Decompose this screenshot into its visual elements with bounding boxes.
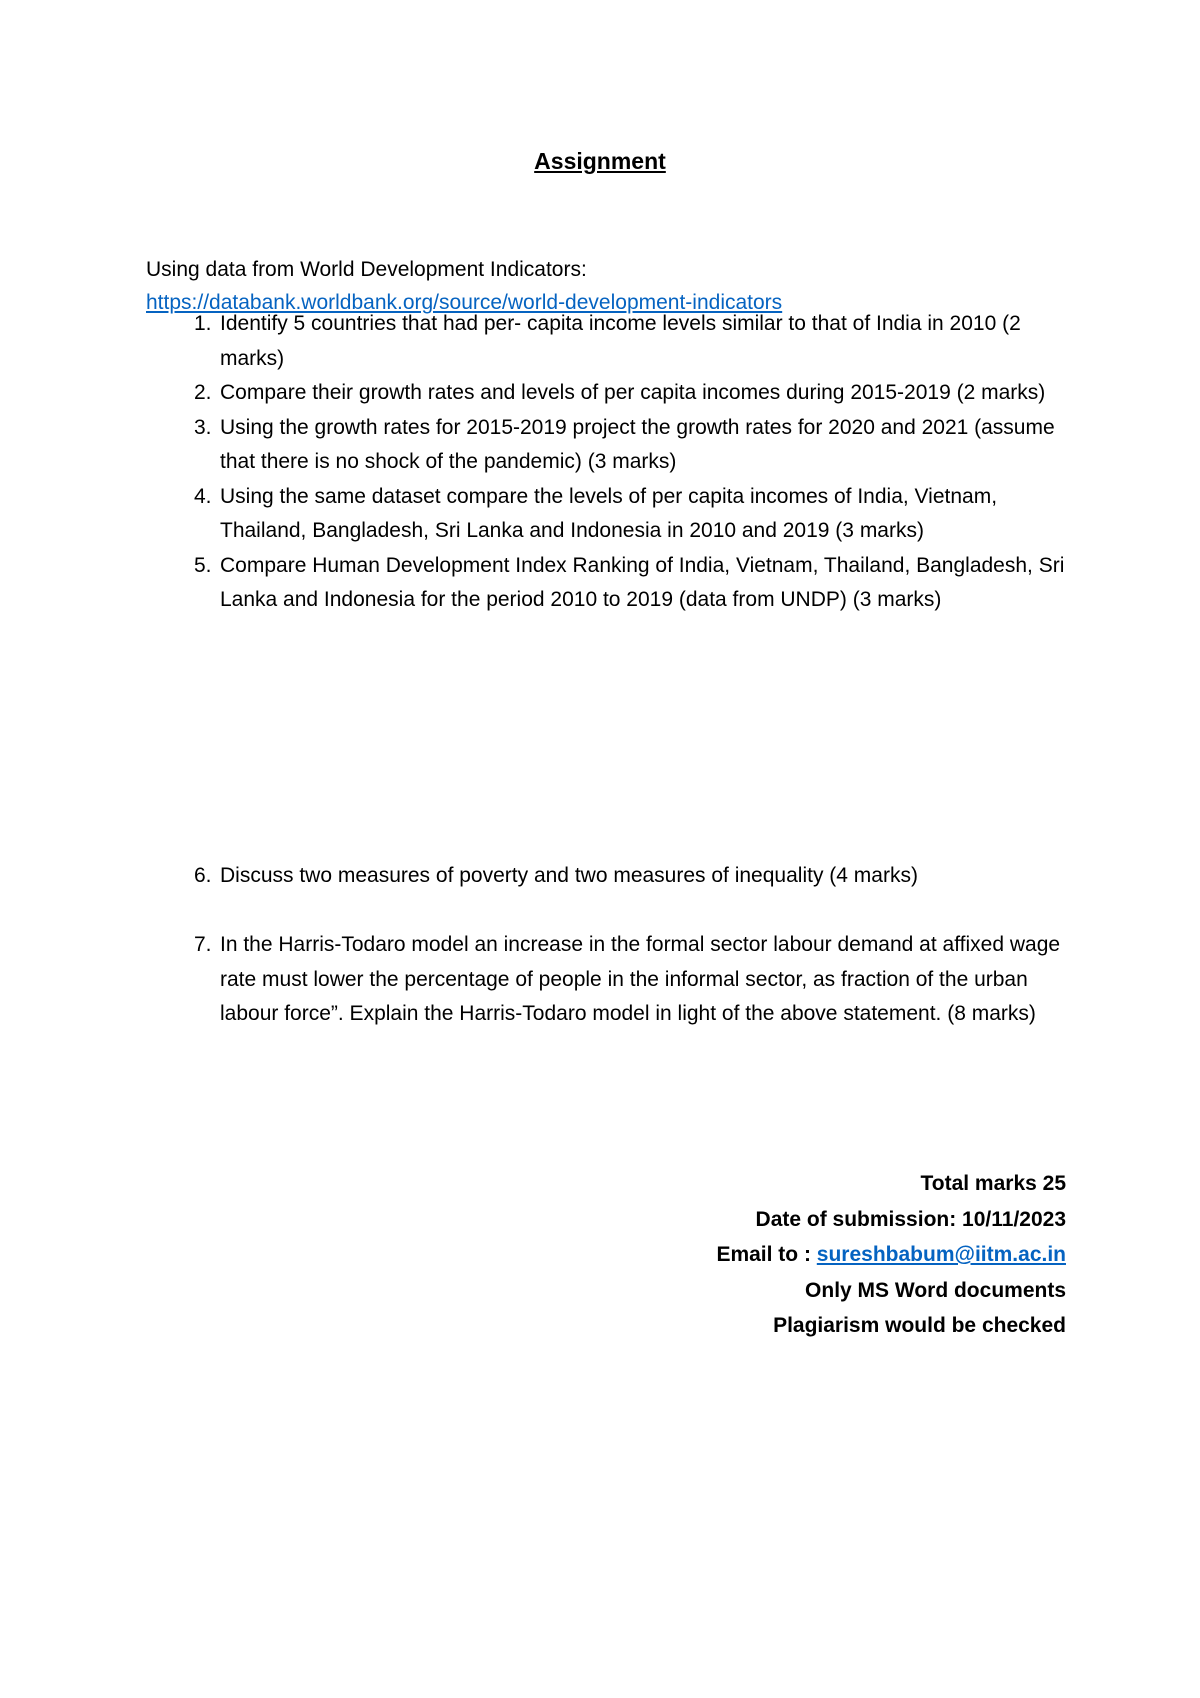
question-text: Using the growth rates for 2015-2019 project the growth rates for 2020 and 2021 (assume that there is no shock of the pandemic) (3 marks) bbox=[220, 415, 1055, 473]
question-number: 4. bbox=[194, 484, 212, 508]
question-list-1 bbox=[146, 307, 1066, 618]
list-item bbox=[146, 411, 1066, 480]
wdi-link[interactable]: https://databank.worldbank.org/source/world-development-indicators bbox=[146, 291, 783, 314]
question-text: Compare Human Development Index Ranking of India, Vietnam, Thailand, Bangladesh, Sri Lanka and Indonesia for the period 2010 to 2019 (data from UNDP) (3 marks) bbox=[220, 553, 1065, 611]
list-item bbox=[146, 549, 1066, 618]
question-number: 3. bbox=[194, 415, 212, 439]
question-number: 1. bbox=[194, 312, 212, 335]
list-item bbox=[146, 928, 1066, 1032]
format-note: Only MS Word documents bbox=[805, 1278, 1066, 1302]
question-number: 5. bbox=[194, 553, 212, 577]
email-label: Email to : bbox=[716, 1243, 817, 1266]
question-text: In the Harris-Todaro model an increase in the formal sector labour demand at affixed wage rate must lower the percentage of people in the informal sector, as fraction of the urban labour force”. Explain the Harris-Todaro model in light of the above statement. (8 marks) bbox=[220, 933, 1061, 1025]
list-item bbox=[146, 376, 1066, 411]
question-number: 6. bbox=[194, 864, 212, 887]
submission-info bbox=[716, 1166, 1066, 1344]
question-number: 7. bbox=[194, 933, 212, 956]
intro-line: Using data from World Development Indicators: bbox=[146, 258, 587, 281]
list-item bbox=[146, 859, 1066, 894]
list-item bbox=[146, 307, 1066, 376]
total-marks: Total marks 25 bbox=[920, 1172, 1066, 1195]
email-line bbox=[716, 1237, 1066, 1273]
plagiarism-note: Plagiarism would be checked bbox=[773, 1314, 1066, 1337]
question-number: 2. bbox=[194, 381, 212, 404]
question-text: Discuss two measures of poverty and two measures of inequality (4 marks) bbox=[220, 864, 918, 887]
page-title: Assignment bbox=[534, 148, 666, 174]
question-text: Identify 5 countries that had per- capita income levels similar to that of India in 2010 (2 marks) bbox=[220, 312, 1021, 370]
question-list-3 bbox=[146, 928, 1066, 1032]
list-item bbox=[146, 480, 1066, 549]
question-list-2 bbox=[146, 859, 1066, 894]
submission-date: Date of submission: 10/11/2023 bbox=[755, 1207, 1066, 1231]
question-text: Compare their growth rates and levels of per capita incomes during 2015-2019 (2 marks) bbox=[220, 381, 1046, 404]
email-link[interactable]: sureshbabum@iitm.ac.in bbox=[816, 1243, 1066, 1266]
question-text: Using the same dataset compare the levels of per capita incomes of India, Vietnam, Thailand, Bangladesh, Sri Lanka and Indonesia in 2010 and 2019 (3 marks) bbox=[220, 484, 998, 542]
